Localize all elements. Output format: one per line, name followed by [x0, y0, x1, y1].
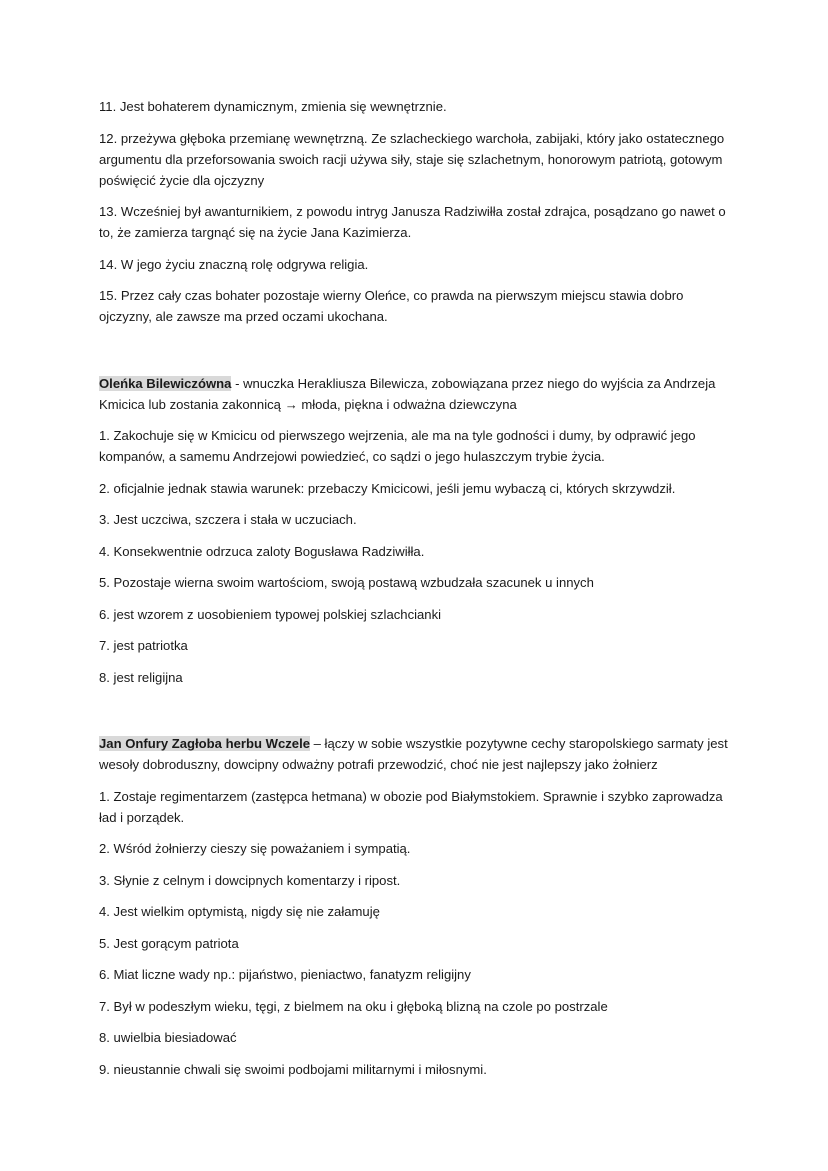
- list-item: 13. Wcześniej był awanturnikiem, z powodu intryg Janusza Radziwiłła został zdrajca, posądzano go nawet o to, że zamierza targnąć się na życie Jana Kazimierza.: [99, 204, 726, 240]
- list-item: 9. nieustannie chwali się swoimi podbojami militarnymi i miłosnymi.: [99, 1061, 487, 1077]
- document-page: [99, 96, 739, 1090]
- section-zagloba: [99, 733, 739, 1080]
- list-item: 4. Konsekwentnie odrzuca zaloty Bogusława Radziwiłła.: [99, 543, 425, 559]
- list-item: 3. Słynie z celnym i dowcipnych komentarzy i ripost.: [99, 872, 401, 888]
- list-item: 15. Przez cały czas bohater pozostaje wierny Oleńce, co prawda na pierwszym miejscu stawia dobro ojczyzny, ale zawsze ma przed oczami ukochana.: [99, 288, 684, 324]
- section-intro: [99, 373, 739, 415]
- section-olenka: [99, 373, 739, 688]
- list-item: 11. Jest bohaterem dynamicznym, zmienia się wewnętrznie.: [99, 99, 447, 114]
- character-name: Oleńka Bilewiczówna: [99, 375, 232, 391]
- list-item: 3. Jest uczciwa, szczera i stała w uczuciach.: [99, 512, 357, 527]
- list-item: 8. jest religijna: [99, 669, 183, 685]
- section-spacer: [99, 698, 739, 733]
- intro-text: - wnuczka Herakliusza Bilewicza, zobowiązana przez niego do wyjścia za Andrzeja Kmicica lub zostania zakonnicą: [99, 375, 716, 412]
- arrow-icon: →: [284, 396, 298, 412]
- list-item: 4. Jest wielkim optymistą, nigdy się nie załamuję: [99, 904, 380, 919]
- list-item: 2. Wśród żołnierzy cieszy się poważaniem i sympatią.: [99, 841, 411, 856]
- list-item: 14. W jego życiu znaczną rolę odgrywa religia.: [99, 256, 369, 272]
- character-name: Jan Onfury Zagłoba herbu Wczele: [99, 736, 310, 751]
- list-item: 1. Zostaje regimentarzem (zastępca hetmana) w obozie pod Białymstokiem. Sprawnie i szybko zaprowadza ład i porządek.: [99, 788, 723, 825]
- list-item: 7. Był w podeszłym wieku, tęgi, z bielmem na oku i głęboką blizną na czole po postrzale: [99, 998, 608, 1014]
- list-item: 7. jest patriotka: [99, 638, 188, 653]
- list-item: 1. Zakochuje się w Kmicicu od pierwszego wejrzenia, ale ma na tyle godności i dumy, by odprawić jego kompanów, a samemu Andrzejowi powiedzieć, co sądzi o jego hulaszczym trybie życia.: [99, 428, 696, 464]
- list-item: 8. uwielbia biesiadować: [99, 1030, 237, 1045]
- list-item: 5. Jest gorącym patriota: [99, 935, 239, 951]
- section-intro: [99, 733, 739, 775]
- section-spacer: [99, 338, 739, 373]
- list-item: 6. Miat liczne wady np.: pijaństwo, pieniactwo, fanatyzm religijny: [99, 967, 471, 982]
- intro-text-continued: młoda, piękna i odważna dziewczyna: [297, 396, 517, 412]
- list-item: 12. przeżywa głęboka przemianę wewnętrzną. Ze szlacheckiego warchoła, zabijaki, który jako ostatecznego argumentu dla przeforsowania swoich racji używa siły, staje się szlachetnym, honorowym patriotą, gotowym poświęcić życie dla ojczyzny: [99, 130, 725, 188]
- list-item: 5. Pozostaje wierna swoim wartościom, swoją postawą wzbudzała szacunek u innych: [99, 575, 594, 590]
- list-item: 6. jest wzorem z uosobieniem typowej polskiej szlachcianki: [99, 606, 442, 622]
- list-item: 2. oficjalnie jednak stawia warunek: przebaczy Kmicicowi, jeśli jemu wybaczą ci, których skrzywdził.: [99, 480, 676, 496]
- section-kmicic: [99, 96, 739, 327]
- intro-text: – łączy w sobie wszystkie pozytywne cechy staropolskiego sarmaty jest wesoły dobroduszny, dowcipny odważny potrafi przewodzić, choć nie jest najlepszy jako żołnierz: [99, 736, 728, 772]
